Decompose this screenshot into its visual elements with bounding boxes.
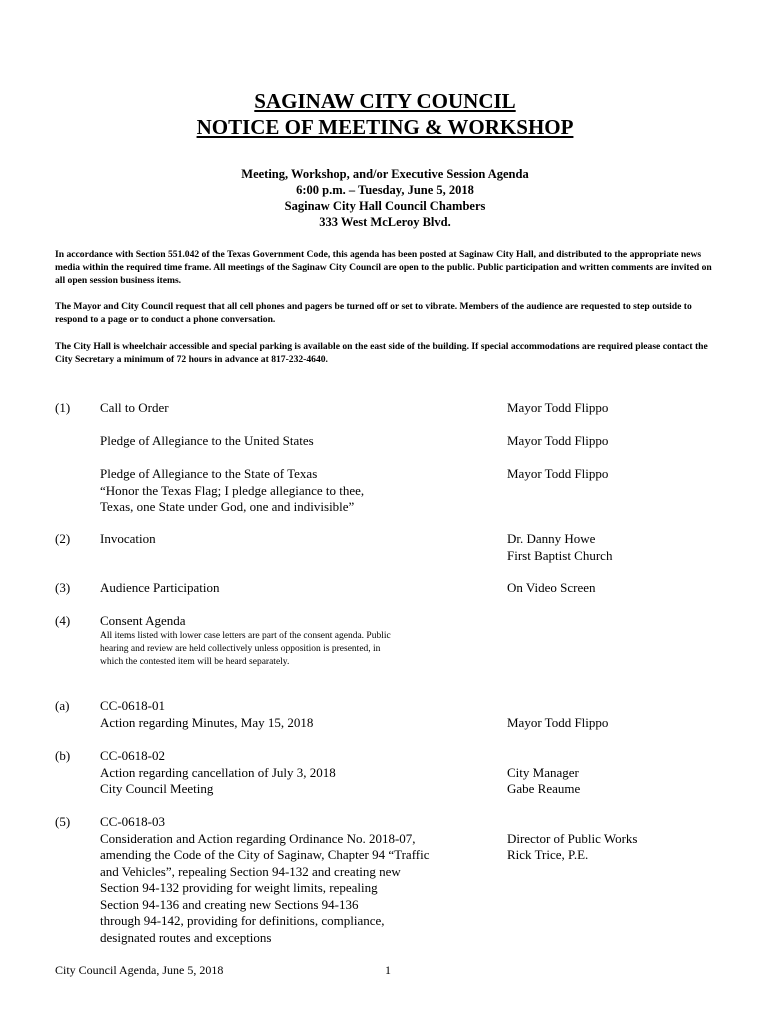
agenda-item-line: Section 94-132 providing for weight limits, repealing — [100, 880, 378, 895]
agenda-item-description — [100, 814, 490, 946]
agenda-item-line: City Council Meeting — [100, 781, 214, 796]
agenda-item-line: Consideration and Action regarding Ordinance No. 2018-07, — [100, 830, 416, 846]
meeting-location: Saginaw City Hall Council Chambers — [284, 199, 486, 213]
agenda-item-responsible-line: Director of Public Works — [507, 830, 638, 846]
agenda-item-description — [100, 698, 490, 731]
footer-title: City Council Agenda, June 5, 2018 — [55, 963, 224, 977]
agenda-item-number: (2) — [55, 531, 71, 546]
agenda-item-responsible — [507, 466, 747, 483]
agenda-item-responsible-line: Mayor Todd Flippo — [507, 400, 609, 415]
agenda-item-line: Invocation — [100, 531, 156, 546]
agenda-item-responsible-line: Mayor Todd Flippo — [507, 714, 609, 730]
agenda-item-line: CC-0618-02 — [100, 748, 165, 763]
agenda-item-description — [100, 433, 490, 450]
page-title: SAGINAW CITY COUNCIL — [254, 89, 516, 113]
agenda-item-responsible-line: Gabe Reaume — [507, 781, 581, 796]
agenda-item-responsible-line — [507, 748, 747, 765]
agenda-item-responsible-line: Dr. Danny Howe — [507, 531, 596, 546]
agenda-item-description — [100, 580, 490, 597]
agenda-item-line: Pledge of Allegiance to the State of Texas — [100, 466, 318, 481]
meeting-details — [0, 166, 770, 230]
agenda-item-line: CC-0618-01 — [100, 698, 165, 713]
agenda-item-line: Consent Agenda — [100, 613, 186, 628]
agenda-item-line: amending the Code of the City of Saginaw, Chapter 94 “Traffic — [100, 847, 430, 862]
agenda-item-line: Texas, one State under God, one and indivisible” — [100, 499, 355, 514]
page-number: 1 — [385, 963, 391, 977]
agenda-item-responsible — [507, 400, 747, 417]
agenda-item-line: Section 94-136 and creating new Sections 94-136 — [100, 896, 359, 912]
agenda-item-responsible-line — [507, 814, 747, 831]
agenda-item-line: Action regarding cancellation of July 3, 2018 — [100, 764, 336, 780]
agenda-item-description — [100, 748, 490, 798]
agenda-item-line: and Vehicles”, repealing Section 94-132 and creating new — [100, 863, 401, 879]
agenda-item-responsible-line: Rick Trice, P.E. — [507, 847, 589, 862]
notice-phones: The Mayor and City Council request that all cell phones and pagers be turned off or set to vibrate. Members of the audience are requested to step outside to respond to a page or to conduct a phone conversation. — [55, 301, 692, 325]
agenda-item-number: (3) — [55, 580, 71, 595]
agenda-item-description — [100, 613, 490, 669]
meeting-type: Meeting, Workshop, and/or Executive Session Agenda — [241, 167, 529, 181]
agenda-item-line: Audience Participation — [100, 580, 220, 595]
agenda-item-number: (b) — [55, 748, 71, 763]
agenda-item-line: CC-0618-03 — [100, 814, 165, 829]
notice-accessibility: The City Hall is wheelchair accessible and special parking is available on the east side of the building. If special accommodations are required please contact the City Secretary a minimum of 72 hours in advance at 817-232-4640. — [55, 341, 708, 365]
agenda-item-line: Pledge of Allegiance to the United States — [100, 433, 314, 448]
agenda-item-description — [100, 400, 490, 417]
meeting-address: 333 West McLeroy Blvd. — [319, 215, 451, 229]
agenda-item-number: (1) — [55, 400, 71, 415]
agenda-item-responsible-line — [507, 698, 747, 715]
notice-posting: In accordance with Section 551.042 of the Texas Government Code, this agenda has been posted at Saginaw City Hall, and distributed to the appropriate news media within the required time frame. All meetings of the Saginaw City Council are open to the public. Public participation and written comments are invited on all open session business items. — [55, 249, 712, 286]
agenda-item-responsible-line: City Manager — [507, 764, 579, 780]
agenda-item-responsible — [507, 531, 747, 564]
consent-agenda-note: All items listed with lower case letters are part of the consent agenda. Public hearing and review are held collectively unless opposition is presented, in which the contested item will be heard separately. — [100, 630, 391, 667]
agenda-item-number: (4) — [55, 613, 71, 628]
meeting-time: 6:00 p.m. – Tuesday, June 5, 2018 — [296, 183, 474, 197]
agenda-item-responsible — [507, 748, 747, 798]
agenda-item-description — [100, 531, 490, 548]
agenda-item-responsible — [507, 698, 747, 731]
agenda-item-responsible — [507, 433, 747, 450]
agenda-item-description — [100, 466, 490, 516]
agenda-item-responsible-line: Mayor Todd Flippo — [507, 466, 609, 481]
agenda-item-line: through 94-142, providing for definitions, compliance, — [100, 913, 385, 928]
agenda-item-responsible — [507, 814, 747, 864]
agenda-item-line: Call to Order — [100, 400, 169, 415]
agenda-item-responsible-line: First Baptist Church — [507, 547, 613, 563]
page-subtitle: NOTICE OF MEETING & WORKSHOP — [196, 115, 574, 139]
agenda-item-line: Action regarding Minutes, May 15, 2018 — [100, 714, 314, 730]
agenda-item-responsible — [507, 580, 747, 597]
agenda-item-line: “Honor the Texas Flag; I pledge allegiance to thee, — [100, 482, 365, 498]
agenda-item-line: designated routes and exceptions — [100, 929, 272, 945]
agenda-item-responsible-line: On Video Screen — [507, 580, 596, 595]
agenda-item-number: (a) — [55, 698, 70, 713]
agenda-item-number: (5) — [55, 814, 71, 829]
agenda-item-responsible-line: Mayor Todd Flippo — [507, 433, 609, 448]
